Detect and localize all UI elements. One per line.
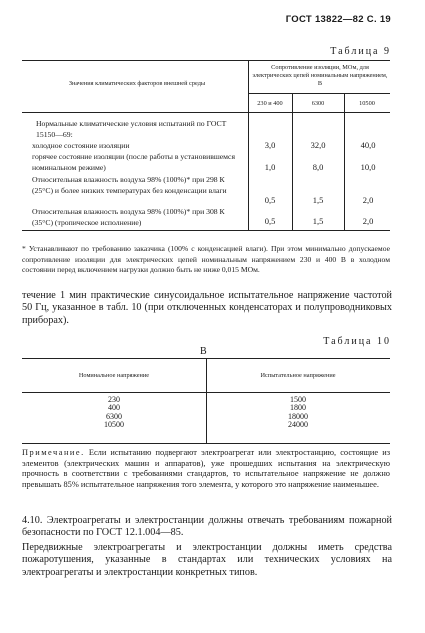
test-voltage-header: Испытательное напряжение: [260, 372, 336, 379]
cell-value: 0,5: [264, 216, 276, 226]
factor-column-header: Значения климатических факторов внешней среды: [68, 80, 206, 87]
table-9-footnote: * Устанавливают по требованию заказчика (100% с конденсацией влаги). При этом минимально допускаемое сопротивление изоляции для электрических цепей номинальным напряжением 230 и 400 В в холодном состоянии перед включением нагрузки должно быть не ниже 0,015 МОм.: [22, 244, 390, 275]
cell-value: 1,5: [312, 216, 324, 226]
table-9: [22, 60, 390, 232]
list-item: 230: [108, 395, 120, 404]
cell-value: 32,0: [310, 140, 326, 150]
list-item: 1800: [290, 403, 306, 413]
table-row-text: Относительная влажность воздуха 98% (100%)* при 308 К (35°С) (тропическое исполнение): [32, 207, 225, 227]
cell-value: 2,0: [362, 216, 374, 226]
cell-value: 0,5: [264, 195, 276, 205]
paragraph-fire-safety: Передвижные электроагрегаты и электростанции должны иметь средства пожаротушения, указанные в стандартах или технических условиях на электроагрегаты и электростанции конкретных типов.: [22, 542, 392, 578]
nominal-voltage-list: [22, 396, 206, 430]
voltage-header-1: 230 и 400: [257, 100, 283, 107]
voltage-header-3: 10500: [359, 100, 375, 107]
resistance-column-header: Сопротивление изоляции, МОм, для электрических цепей номинальным напряжением, В: [252, 64, 388, 87]
table-10-unit: В: [200, 346, 207, 357]
table-row-text: холодное состояние изоляции: [32, 141, 130, 150]
cell-value: 2,0: [362, 195, 374, 205]
cell-value: 1,5: [312, 195, 324, 205]
note-text: Если испытанию подвергают электроагрегат или электростанцию, состоящие из элементов (электрических машин и аппаратов), уже прошедших испытания на электрическую прочность в соответствии с требованиями стандартов, то испытательное напряжение не должно превышать 85% испытательное напряжения того элемента, у которого это напряжение наименьшее.: [22, 448, 390, 489]
table-10: [22, 358, 390, 444]
list-item: 18000: [288, 411, 308, 421]
list-item: 6300: [106, 411, 122, 421]
paragraph-4-10: 4.10. Электроагрегаты и электростанции должны отвечать требованиям пожарной безопасности по ГОСТ 12.1.004—85.: [22, 515, 392, 539]
cell-value: 3,0: [264, 140, 276, 150]
table-10-note: [22, 448, 390, 490]
test-voltage-list: [206, 396, 390, 430]
list-item: 400: [108, 403, 120, 413]
page-header: ГОСТ 13822—82 С. 19: [285, 14, 391, 25]
voltage-header-2: 6300: [311, 100, 325, 107]
list-item: 10500: [104, 420, 124, 430]
cell-value: 1,0: [264, 162, 276, 172]
list-item: 24000: [288, 420, 308, 430]
cell-value: 10,0: [360, 162, 376, 172]
table-row-text: Нормальные климатические условия испытаний по ГОСТ 15150—69:: [36, 119, 227, 139]
cell-value: 8,0: [312, 162, 324, 172]
table-row-text: Относительная влажность воздуха 98% (100%)* при 298 К (25°С) и более низких температурах без конденсации влаги: [32, 175, 227, 195]
paragraph-test-voltage: течение 1 мин практические синусоидальное испытательное напряжение частотой 50 Гц, указанное в табл. 10 (при отключенных конденсаторах и полупроводниковых приборах).: [22, 290, 392, 326]
table-10-title: Таблица 10: [323, 336, 391, 347]
note-label: Примечание.: [22, 448, 85, 457]
table-9-title: Таблица 9: [330, 46, 391, 57]
nominal-voltage-header: Номинальное напряжение: [78, 372, 150, 379]
list-item: 1500: [290, 395, 306, 404]
cell-value: 40,0: [360, 140, 376, 150]
table-row-text: горячее состояние изоляции (после работы в установившемся номинальном режиме): [32, 152, 235, 172]
